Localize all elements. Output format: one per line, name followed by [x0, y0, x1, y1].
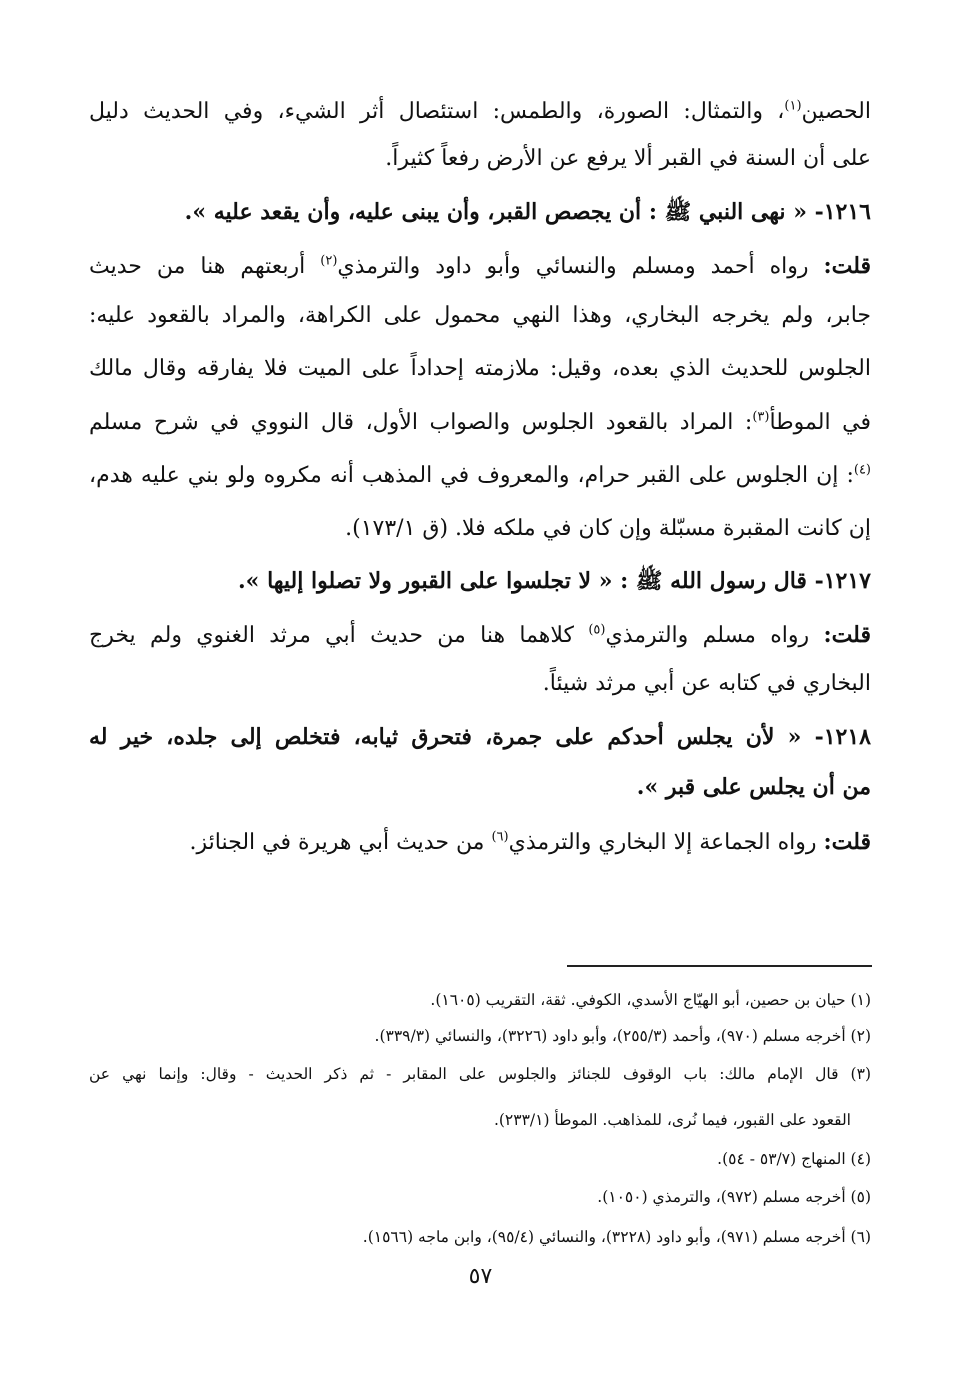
hadith-1218-heading [89, 717, 871, 757]
footnote-text: (٤) المنهاج (٥٣/٧ - ٥٤). [717, 1150, 871, 1168]
text: الجلوس للحديث الذي بعده، وقيل: ملازمته إحداداً على الميت فلا يفارقه وقال مالك [89, 356, 871, 381]
text-line-7 [89, 403, 871, 443]
footnote-text: القعود على القبور، فيما نُرى، للمذاهب. الموطأ (٢٣٣/١). [493, 1111, 851, 1129]
text: ، والتمثال: الصورة، والطمس: استئصال أثر الشيء، وفي الحديث دليل [89, 99, 785, 124]
text: : إن الجلوس على القبر حرام، والمعروف في المذهب أنه مكروه ولو بني عليه هدم، [89, 463, 854, 488]
text-line-8 [89, 456, 871, 496]
footnote-ref-3[interactable]: (٣) [752, 409, 770, 425]
text-line-4 [89, 246, 871, 286]
footnote-text: (٢) أخرجه مسلم (٩٧٠)، وأحمد (٢٥٥/٣)، وأبو داود (٣٢٢٦)، والنسائي (٣٣٩/٣). [374, 1027, 871, 1045]
text-line-5 [89, 296, 871, 336]
text-line-1 [89, 92, 871, 132]
hadith-1216-heading [89, 192, 871, 232]
text: في الموطأ [769, 410, 871, 435]
qult-label: قلت: [823, 829, 871, 855]
text-line-9 [89, 509, 871, 549]
text: إن كانت المقبرة مسبّلة وإن كان في ملكه فلا. (ق ١٧٣/١). [345, 516, 871, 541]
text-line-15 [89, 822, 871, 862]
text: البخاري في كتابه عن أبي مرثد شيئاً. [542, 671, 871, 696]
footnote-text: (٥) أخرجه مسلم (٩٧٢)، والترمذي (١٠٥٠). [597, 1188, 871, 1206]
footnote-ref-2[interactable]: (٢) [320, 253, 338, 269]
page-number: ٥٧ [468, 1264, 493, 1289]
text: رواه أحمد ومسلم والنسائي وأبو داود والترمذي [337, 254, 809, 279]
hadith-text: ١٢١٦- « نهى النبي ﷺ : أن يجصص القبر، وأن يبنى عليه، وأن يقعد عليه ». [184, 199, 871, 225]
text: رواه الجماعة إلا البخاري والترمذي [508, 830, 817, 855]
footnote-2 [89, 1021, 871, 1051]
footnote-text: (٣) قال الإمام مالك: باب الوقوف للجنائز والجلوس على المقابر - ثم ذكر الحديث - وقال: وإنما نهي عن [89, 1065, 871, 1083]
qult-label: قلت: [823, 622, 871, 648]
text: كلاهما هنا من حديث أبي مرثد الغنوي ولم يخرج [89, 623, 575, 648]
hadith-text: ١٢١٨- « لأن يجلس أحدكم على جمرة، فتحرق ثيابه، فتخلص إلى جلده، خير له [89, 724, 871, 750]
text: الحصين [801, 99, 871, 124]
text: على أن السنة في القبر ألا يرفع عن الأرض رفعاً كثيراً. [385, 146, 871, 171]
text: من حديث أبي هريرة في الجنائز. [189, 830, 485, 855]
text-line-12 [89, 664, 871, 704]
footnote-3 [89, 1059, 871, 1089]
footnote-6 [89, 1222, 871, 1252]
footnote-ref-1[interactable]: (١) [784, 98, 802, 114]
text: أربعتهم هنا من حديث [89, 254, 306, 279]
text: رواه مسلم والترمذي [605, 623, 810, 648]
text-line-2 [89, 139, 871, 179]
footnote-5 [89, 1182, 871, 1212]
footnote-separator [567, 965, 872, 967]
qult-label: قلت: [823, 253, 871, 279]
text-line-6 [89, 349, 871, 389]
footnote-1 [89, 985, 871, 1015]
hadith-text: ١٢١٧- قال رسول الله ﷺ : « لا تجلسوا على القبور ولا تصلوا إليها ». [238, 568, 871, 594]
hadith-1218-heading-cont [89, 767, 871, 807]
footnote-ref-4[interactable]: (٤) [853, 462, 871, 478]
footnote-ref-6[interactable]: (٦) [491, 829, 509, 845]
hadith-1217-heading [89, 561, 871, 601]
footnote-ref-5[interactable]: (٥) [588, 622, 606, 638]
footnote-text: (١) حيان بن حصين، أبو الهيّاج الأسدي، الكوفي. ثقة، التقريب (١٦٠٥). [430, 991, 871, 1009]
text: جابر، ولم يخرجه البخاري، وهذا النهي محمول على الكراهة، والمراد بالقعود عليه: [89, 303, 871, 328]
footnote-text: (٦) أخرجه مسلم (٩٧١)، وأبو داود (٣٢٢٨)، والنسائي (٩٥/٤)، وابن ماجه (١٥٦٦). [362, 1228, 871, 1246]
text-line-11 [89, 615, 871, 655]
footnote-4 [89, 1144, 871, 1174]
text: : المراد بالقعود الجلوس والصواب الأول، قال النووي في شرح مسلم [89, 410, 753, 435]
footnote-3-cont [89, 1105, 851, 1135]
hadith-text: من أن يجلس على قبر ». [636, 774, 871, 800]
